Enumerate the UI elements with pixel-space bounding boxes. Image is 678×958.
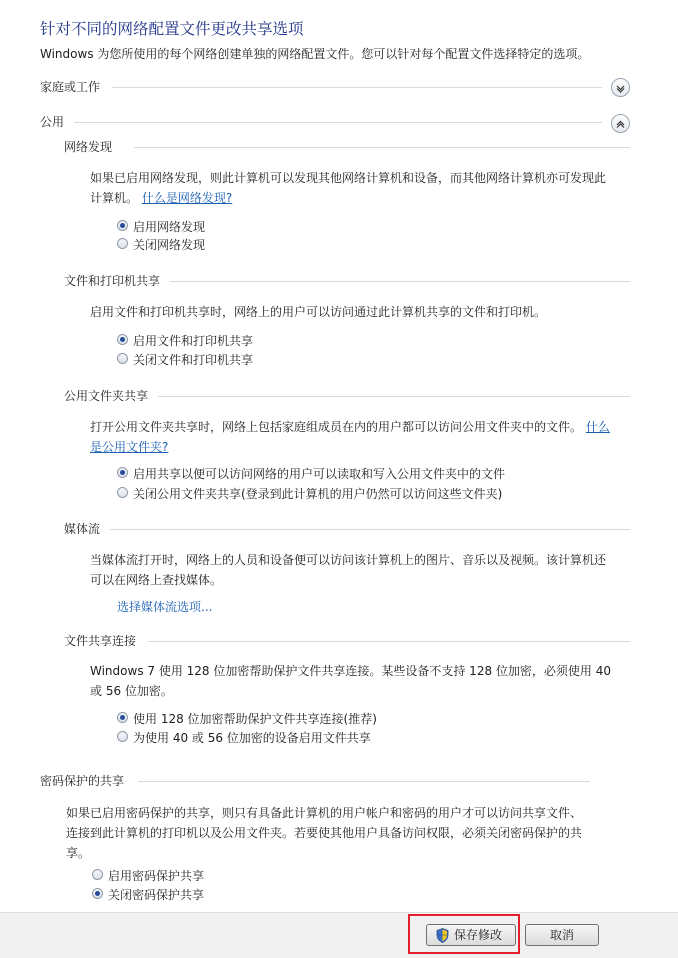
radio-button[interactable] — [117, 334, 128, 345]
discovery-description — [90, 168, 606, 208]
discovery-desc-line2: 计算机。 — [90, 191, 139, 205]
media-desc-line1: 当媒体流打开时，网络上的人员和设备便可以访问该计算机上的图片、音乐以及视频。该计算机还 — [90, 553, 607, 567]
media-description — [90, 550, 606, 590]
divider — [138, 781, 590, 782]
divider — [134, 147, 630, 148]
section-heading-media: 媒体流 — [64, 522, 101, 536]
radio-button[interactable] — [117, 238, 128, 249]
divider — [112, 87, 602, 88]
radio-button[interactable] — [92, 888, 103, 899]
divider — [148, 641, 630, 642]
profile-public-label: 公用 — [40, 115, 65, 129]
what-is-public-folder-link-cont[interactable]: 是公用文件夹? — [90, 440, 169, 454]
what-is-discovery-link[interactable]: 什么是网络发现? — [141, 191, 233, 205]
file-sharing-conn-desc-line1: Windows 7 使用 128 位加密帮助保护文件共享连接。某些设备不支持 128 位加密，必须使用 40 — [90, 664, 611, 678]
radio-label: 关闭密码保护共享 — [108, 888, 205, 902]
password-desc-line3: 享。 — [66, 846, 91, 860]
radio-label: 关闭网络发现 — [133, 238, 206, 252]
password-desc-line1: 如果已启用密码保护的共享，则只有具备此计算机的用户帐户和密码的用户才可以访问共享文件、 — [66, 806, 583, 820]
radio-label: 使用 128 位加密帮助保护文件共享连接(推荐) — [133, 712, 377, 726]
divider — [110, 529, 630, 530]
radio-button[interactable] — [117, 467, 128, 478]
media-streaming-options-link[interactable]: 选择媒体流选项... — [117, 600, 213, 614]
page-title: 针对不同的网络配置文件更改共享选项 — [40, 20, 304, 38]
radio-button[interactable] — [117, 731, 128, 742]
divider — [170, 281, 630, 282]
radio-button[interactable] — [117, 487, 128, 498]
save-changes-label: 保存修改 — [453, 928, 502, 942]
profile-home-work-label: 家庭或工作 — [40, 80, 101, 94]
radio-label: 启用密码保护共享 — [108, 869, 205, 883]
radio-label: 关闭公用文件夹共享(登录到此计算机的用户仍然可以访问这些文件夹) — [133, 487, 503, 501]
file-sharing-conn-description — [90, 661, 611, 701]
section-heading-discovery: 网络发现 — [64, 140, 113, 154]
password-desc-line2: 连接到此计算机的打印机以及公用文件夹。若要使其他用户具备访问权限，必须关闭密码保护的共 — [66, 826, 583, 840]
discovery-desc-line1: 如果已启用网络发现，则此计算机可以发现其他网络计算机和设备，而其他网络计算机亦可发现此 — [90, 171, 607, 185]
page-subtitle: Windows 为您所使用的每个网络创建单独的网络配置文件。您可以针对每个配置文件选择特定的选项。 — [40, 47, 590, 61]
radio-button[interactable] — [92, 869, 103, 880]
highlight-box — [408, 914, 520, 954]
section-heading-file-sharing-conn: 文件共享连接 — [64, 634, 137, 648]
section-heading-file-printer: 文件和打印机共享 — [64, 274, 161, 288]
radio-label: 启用文件和打印机共享 — [133, 334, 254, 348]
what-is-public-folder-link[interactable]: 什么 — [585, 420, 610, 434]
radio-button[interactable] — [117, 220, 128, 231]
radio-label: 为使用 40 或 56 位加密的设备启用文件共享 — [133, 731, 371, 745]
password-description — [66, 803, 582, 863]
file-printer-description: 启用文件和打印机共享时，网络上的用户可以访问通过此计算机共享的文件和打印机。 — [90, 305, 547, 319]
divider — [158, 396, 630, 397]
radio-label: 启用网络发现 — [133, 220, 206, 234]
section-heading-public-folder: 公用文件夹共享 — [64, 389, 149, 403]
section-heading-password: 密码保护的共享 — [40, 774, 125, 788]
chevron-down-icon — [616, 84, 625, 93]
cancel-button[interactable]: 取消 — [525, 924, 599, 946]
radio-label: 关闭文件和打印机共享 — [133, 353, 254, 367]
radio-button[interactable] — [117, 712, 128, 723]
divider — [74, 122, 602, 123]
public-folder-description — [90, 417, 610, 457]
chevron-up-icon — [616, 120, 625, 129]
collapse-public-button[interactable] — [611, 114, 630, 133]
file-sharing-conn-desc-line2: 或 56 位加密。 — [90, 684, 173, 698]
radio-label: 启用共享以便可以访问网络的用户可以读取和写入公用文件夹中的文件 — [133, 467, 506, 481]
expand-home-work-button[interactable] — [611, 78, 630, 97]
public-folder-desc-line1: 打开公用文件夹共享时，网络上包括家庭组成员在内的用户都可以访问公用文件夹中的文件。 — [90, 420, 583, 434]
radio-button[interactable] — [117, 353, 128, 364]
media-desc-line2: 可以在网络上查找媒体。 — [90, 573, 223, 587]
